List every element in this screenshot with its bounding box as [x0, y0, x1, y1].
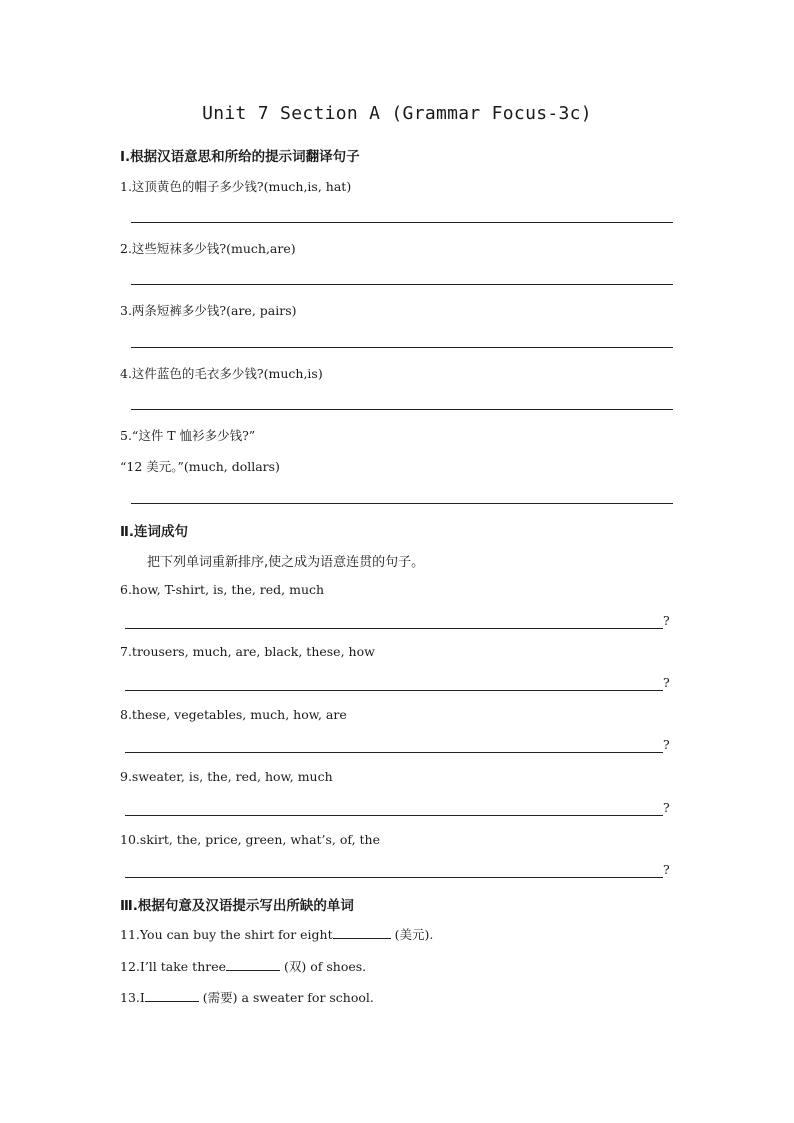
answer-line-3[interactable] — [131, 347, 673, 348]
section-2-instruction: 把下列单词重新排序,使之成为语意连贯的句子。 — [147, 555, 425, 570]
question-12-text-before: 12.I’ll take three — [120, 959, 227, 974]
answer-line-5[interactable] — [131, 503, 673, 504]
question-12-text-after: (双) of shoes. — [280, 959, 367, 974]
answer-line-7[interactable] — [125, 690, 663, 691]
answer-line-10[interactable] — [125, 877, 663, 878]
question-mark-10: ? — [663, 862, 670, 877]
section-1-heading: Ⅰ.根据汉语意思和所给的提示词翻译句子 — [120, 149, 360, 165]
section-2-heading: Ⅱ.连词成句 — [120, 524, 189, 540]
question-9: 9.sweater, is, the, red, how, much — [120, 769, 333, 784]
question-mark-8: ? — [663, 737, 670, 752]
question-mark-6: ? — [663, 613, 670, 628]
question-5-reply: “12 美元。”(much, dollars) — [120, 459, 280, 474]
fill-blank-12[interactable] — [226, 959, 280, 971]
answer-line-9[interactable] — [125, 815, 663, 816]
page-title: Unit 7 Section A (Grammar Focus-3c) — [202, 103, 592, 124]
answer-line-4[interactable] — [131, 409, 673, 410]
question-mark-7: ? — [663, 675, 670, 690]
question-5: 5.“这件 T 恤衫多少钱?” — [120, 428, 256, 443]
answer-line-6[interactable] — [125, 628, 663, 629]
question-11-text-after: (美元). — [390, 927, 434, 942]
question-8: 8.these, vegetables, much, how, are — [120, 707, 347, 722]
fill-blank-11[interactable] — [333, 927, 391, 939]
answer-line-1[interactable] — [131, 222, 673, 223]
question-3: 3.两条短裤多少钱?(are, pairs) — [120, 303, 297, 318]
section-3-heading: Ⅲ.根据句意及汉语提示写出所缺的单词 — [120, 898, 354, 914]
fill-blank-13[interactable] — [145, 990, 199, 1002]
question-7: 7.trousers, much, are, black, these, how — [120, 644, 375, 659]
question-12 — [120, 957, 366, 975]
question-4: 4.这件蓝色的毛衣多少钱?(much,is) — [120, 366, 323, 381]
question-1: 1.这顶黄色的帽子多少钱?(much,is, hat) — [120, 179, 352, 194]
question-11-text-before: 11.You can buy the shirt for eight — [120, 927, 333, 942]
question-13-text-before: 13.I — [120, 990, 145, 1005]
question-13 — [120, 988, 374, 1006]
question-11 — [120, 925, 433, 943]
answer-line-2[interactable] — [131, 284, 673, 285]
question-2: 2.这些短袜多少钱?(much,are) — [120, 241, 296, 256]
question-6: 6.how, T-shirt, is, the, red, much — [120, 582, 325, 597]
question-13-text-after: (需要) a sweater for school. — [198, 990, 374, 1005]
answer-line-8[interactable] — [125, 752, 663, 753]
question-mark-9: ? — [663, 800, 670, 815]
question-10: 10.skirt, the, price, green, what’s, of, the — [120, 832, 381, 847]
